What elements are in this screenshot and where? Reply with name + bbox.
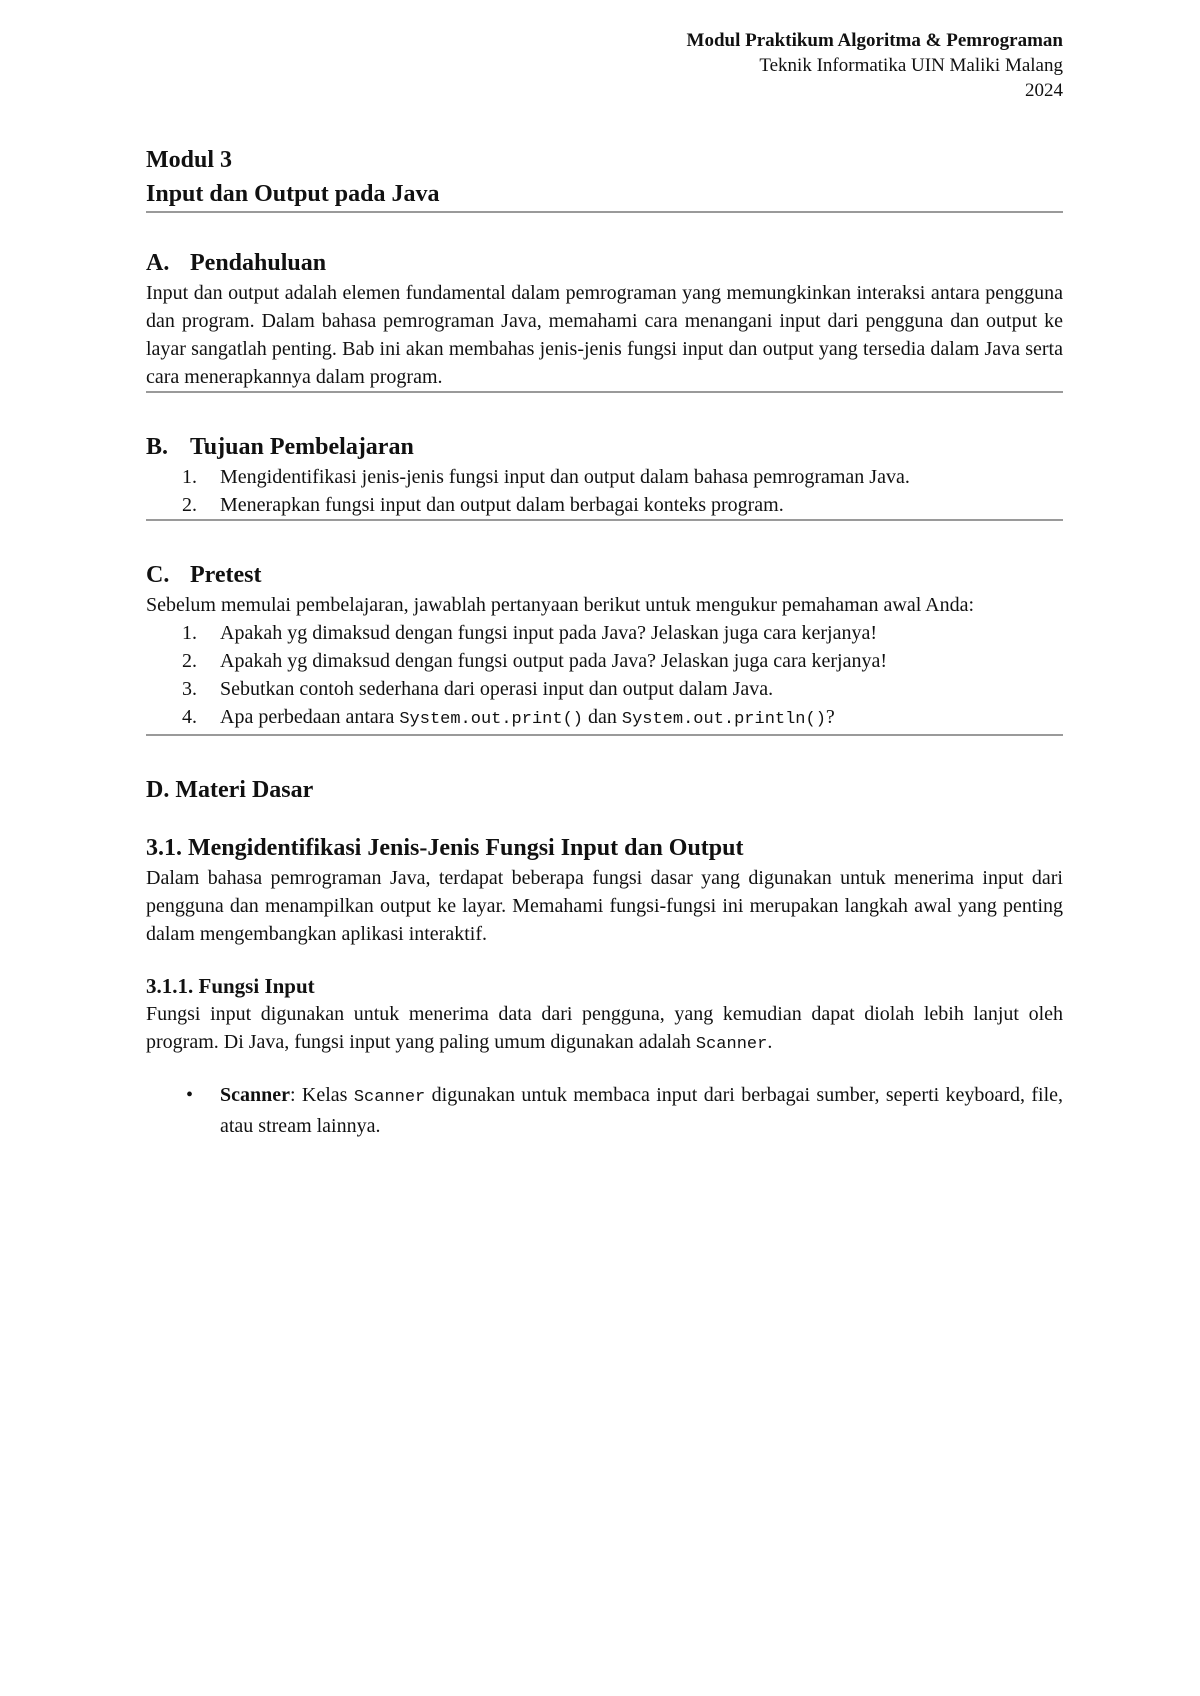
learning-objectives-list xyxy=(146,463,1063,519)
subsection-3-1-paragraph: Dalam bahasa pemrograman Java, terdapat beberapa fungsi dasar yang digunakan untuk menerima input dari pengguna dan menampilkan output ke layar. Memahami fungsi-fungsi ini merupakan langkah awal yang penting dalam mengembangkan aplikasi interaktif. xyxy=(146,867,1063,945)
list-item xyxy=(146,619,1063,647)
section-d-heading: D. Materi Dasar xyxy=(146,777,314,803)
bullet-icon: • xyxy=(186,1084,194,1106)
list-item xyxy=(146,491,1063,519)
list-text: Menerapkan fungsi input dan output dalam berbagai konteks program. xyxy=(220,494,784,516)
list-text: Mengidentifikasi jenis-jenis fungsi input dan output dalam bahasa pemrograman Java. xyxy=(220,466,910,488)
code-snippet-println: System.out.println() xyxy=(621,710,826,729)
section-a-title: Pendahuluan xyxy=(190,250,327,276)
list-text: Sebutkan contoh sederhana dari operasi input dan output dalam Java. xyxy=(220,678,774,700)
list-number: 3. xyxy=(182,678,197,700)
module-name: Input dan Output pada Java xyxy=(146,181,440,207)
header-year: 2024 xyxy=(1025,80,1063,101)
bullet-term: Scanner xyxy=(220,1084,290,1106)
list-item xyxy=(146,703,1063,734)
section-divider xyxy=(146,391,1063,393)
section-a-heading xyxy=(146,247,1063,279)
code-snippet-scanner-class: Scanner xyxy=(353,1088,426,1107)
section-divider xyxy=(146,734,1063,736)
pretest-intro: Sebelum memulai pembelajaran, jawablah pertanyaan berikut untuk mengukur pemahaman awal Anda: xyxy=(146,594,975,616)
pretest-questions-list xyxy=(146,619,1063,734)
paragraph-text: Fungsi input digunakan untuk menerima data dari pengguna, yang kemudian dapat diolah lebih lanjut oleh program. Di Java, fungsi input yang paling umum digunakan adalah xyxy=(146,1003,1063,1053)
code-snippet-scanner: Scanner xyxy=(695,1035,768,1054)
list-item xyxy=(146,675,1063,703)
section-b-heading xyxy=(146,431,1063,463)
subsection-3-1-1-paragraph xyxy=(146,1000,1063,1059)
list-text-prefix: Apa perbedaan antara xyxy=(220,706,400,728)
list-text-suffix: ? xyxy=(825,706,835,728)
section-a-letter: A. xyxy=(146,250,170,276)
header-title: Modul Praktikum Algoritma & Pemrograman xyxy=(686,30,1063,51)
list-text: Apakah yg dimaksud dengan fungsi output pada Java? Jelaskan juga cara kerjanya! xyxy=(220,650,887,672)
subsection-3-1-heading: 3.1. Mengidentifikasi Jenis-Jenis Fungsi Input dan Output xyxy=(146,835,744,861)
bullet-text: digunakan untuk membaca input dari berbagai sumber, seperti keyboard, file, atau stream lainnya. xyxy=(220,1084,1063,1137)
list-item xyxy=(146,463,1063,491)
subsection-3-1-1-heading: 3.1.1. Fungsi Input xyxy=(146,974,315,998)
module-title-block xyxy=(146,143,1063,211)
list-item-scanner xyxy=(146,1081,1063,1140)
list-item xyxy=(146,647,1063,675)
list-number: 1. xyxy=(182,622,197,644)
section-divider xyxy=(146,211,1063,213)
list-number: 2. xyxy=(182,650,197,672)
section-a-paragraph: Input dan output adalah elemen fundamental dalam pemrograman yang memungkinkan interaksi antara pengguna dan program. Dalam bahasa pemrograman Java, memahami cara menangani input dari pengguna dan output ke layar sangatlah penting. Bab ini akan membahas jenis-jenis fungsi input dan output yang tersedia dalam Java serta cara menerapkannya dalam program. xyxy=(146,282,1063,388)
code-snippet-print: System.out.print() xyxy=(399,710,583,729)
section-c-letter: C. xyxy=(146,562,170,588)
input-functions-list xyxy=(146,1081,1063,1140)
section-c-title: Pretest xyxy=(190,562,262,588)
page-header xyxy=(146,28,1063,103)
section-divider xyxy=(146,519,1063,521)
list-text: Apakah yg dimaksud dengan fungsi input pada Java? Jelaskan juga cara kerjanya! xyxy=(220,622,877,644)
section-c-heading xyxy=(146,559,1063,591)
section-b-letter: B. xyxy=(146,434,169,460)
section-b-title: Tujuan Pembelajaran xyxy=(190,434,414,460)
list-number: 1. xyxy=(182,466,197,488)
module-number: Modul 3 xyxy=(146,147,233,173)
paragraph-suffix: . xyxy=(767,1031,773,1053)
header-institution: Teknik Informatika UIN Maliki Malang xyxy=(759,55,1063,76)
list-number: 4. xyxy=(182,706,197,728)
list-number: 2. xyxy=(182,494,197,516)
list-text-middle: dan xyxy=(582,706,622,728)
bullet-colon: : Kelas xyxy=(290,1084,354,1106)
